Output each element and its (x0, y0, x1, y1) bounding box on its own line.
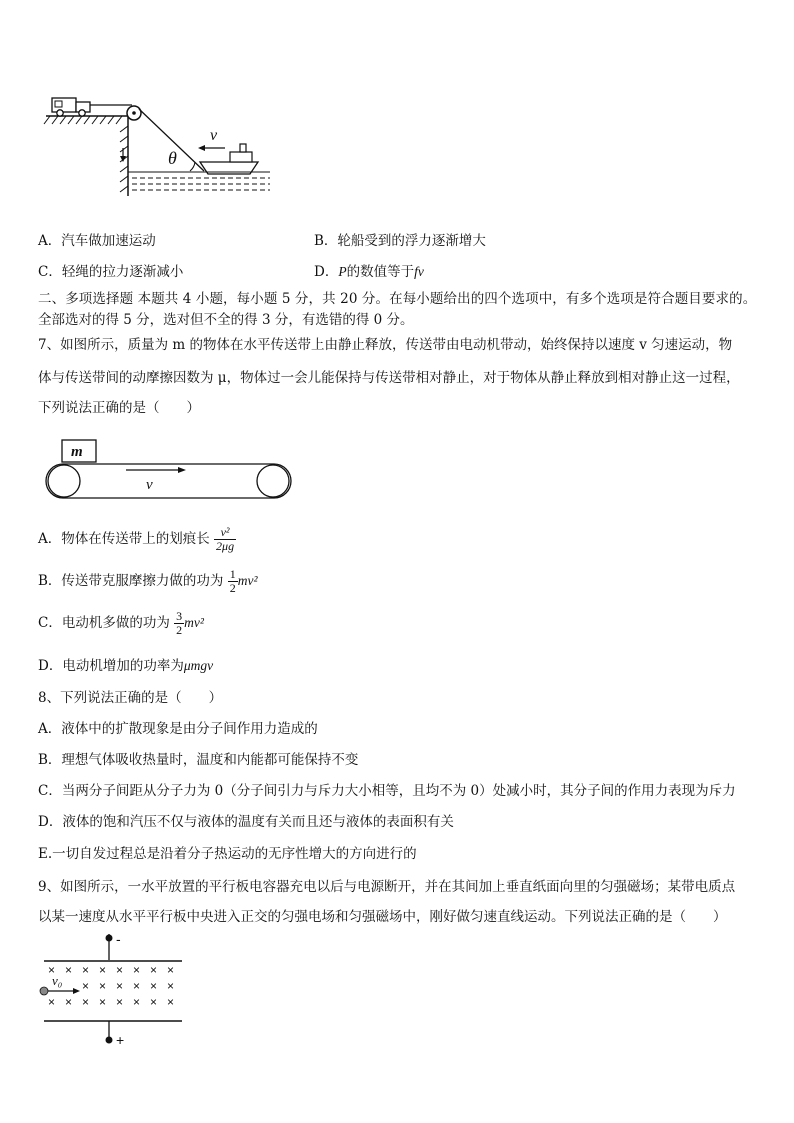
car-boat-figure (40, 92, 280, 204)
field-cross-mark: × (133, 963, 141, 977)
q9-stem-line1: 9、如图所示，一水平放置的平行板电容器充电以后与电源断开，并在其间加上垂直纸面向里的匀强磁场；某带电质点 (38, 879, 736, 895)
plus-label: + (116, 1032, 125, 1048)
field-cross-mark: × (116, 963, 124, 977)
field-cross-mark: × (150, 979, 158, 993)
velocity-label: v (210, 127, 218, 144)
field-cross-mark: × (82, 979, 90, 993)
section-heading-line2: 全部选对的得 5 分，选对但不全的得 3 分，有选错的得 0 分。 (38, 312, 414, 328)
field-cross-mark: × (99, 979, 107, 993)
theta-label: θ (168, 148, 177, 168)
minus-label: - (116, 931, 121, 947)
field-cross-mark: × (116, 979, 124, 993)
field-cross-mark: × (116, 995, 124, 1009)
field-cross-mark: × (48, 995, 56, 1009)
q8-option-b: B．理想气体吸收热量时，温度和内能都可能保持不变 (38, 752, 359, 768)
field-cross-mark: × (99, 995, 107, 1009)
q8-stem: 8、下列说法正确的是（ ） (38, 690, 223, 706)
field-cross-mark: × (82, 995, 90, 1009)
q8-option-c: C．当两分子间距从分子力为 0（分子间引力与斥力大小相等，且均不为 0）处减小时，其分子间的作用力表现为斥力 (38, 783, 736, 799)
option-a: A．汽车做加速运动 (38, 233, 156, 249)
field-cross-mark: × (167, 995, 175, 1009)
option-c: C．轻绳的拉力逐渐减小 (38, 264, 184, 280)
mass-label: m (71, 444, 83, 460)
q7-stem-line2: 体与传送带间的动摩擦因数为 μ，物体过一会儿能保持与传送带相对静止，对于物体从静止释放到相对静止这一过程， (38, 370, 740, 386)
field-cross-mark: × (99, 963, 107, 977)
q9-stem-line2: 以某一速度从水平平行板中央进入正交的匀强电场和匀强磁场中，刚好做匀速直线运动。下列说法正确的是（ ） (38, 909, 727, 925)
q7-option-c: C．电动机多做的功为 $\frac{3}{2}$ mv² (38, 609, 204, 637)
field-cross-mark: × (133, 995, 141, 1009)
field-cross-mark: × (150, 963, 158, 977)
section-heading-line1: 二、多项选择题 本题共 4 小题，每小题 5 分，共 20 分。在每小题给出的四个选项中，有多个选项是符合题目要求的。 (38, 291, 757, 307)
belt-velocity-label: v (146, 477, 153, 493)
capacitor-figure (36, 930, 196, 1048)
q7-option-b: B．传送带克服摩擦力做的功为 $\frac{1}{2}$ mv² (38, 567, 258, 595)
option-b: B．轮船受到的浮力逐渐增大 (314, 233, 486, 249)
q7-stem-line3: 下列说法正确的是（ ） (38, 400, 200, 416)
q7-option-a: A．物体在传送带上的划痕长 $\frac{\text{v²}}{2\mu g}$ (38, 525, 235, 553)
field-cross-mark: × (167, 963, 175, 977)
field-cross-mark: × (65, 963, 73, 977)
field-cross-mark: × (167, 979, 175, 993)
q8-option-d: D．液体的饱和汽压不仅与液体的温度有关而且还与液体的表面积有关 (38, 814, 454, 830)
q7-stem-line1: 7、如图所示，质量为 m 的物体在水平传送带上由静止释放，传送带由电动机带动，始终保持以速度 v 匀速运动，物 (38, 337, 733, 353)
option-d: D．P的数值等于fv (314, 264, 424, 280)
conveyor-figure (46, 440, 292, 502)
q8-option-e: E.一切自发过程总是沿着分子热运动的无序性增大的方向进行的 (38, 846, 417, 862)
field-cross-mark: × (65, 995, 73, 1009)
field-cross-mark: × (150, 995, 158, 1009)
field-cross-mark: × (82, 963, 90, 977)
field-cross-mark: × (48, 963, 56, 977)
field-cross-mark: × (133, 979, 141, 993)
v0-label: v₀ (52, 973, 63, 988)
q8-option-a: A．液体中的扩散现象是由分子间作用力造成的 (38, 721, 318, 737)
q7-option-d: D．电动机增加的功率为μmgv (38, 658, 214, 674)
